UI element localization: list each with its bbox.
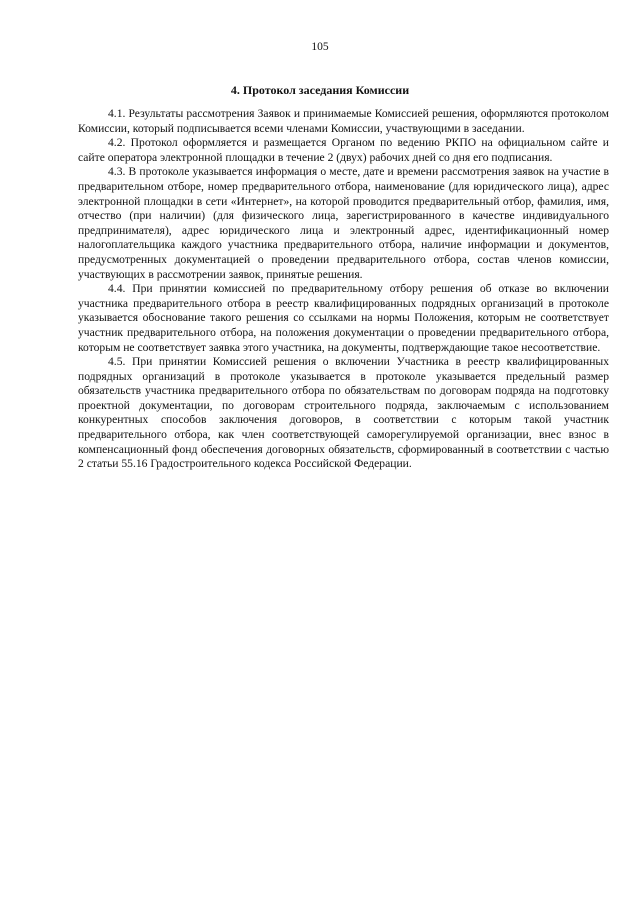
paragraph-4-3: 4.3. В протоколе указывается информация о месте, дате и времени рассмотрения заявок на участие в предварительном отборе, номер предварительного отбора, наименование (для юридического лица), адрес электронной площадки в сети «Интернет», на которой проводится предварительный отбор, фамилия, имя, отчество (при наличии) (для физического лица, зарегистрированного в качестве индивидуального предпринимателя), адрес юридического лица и электронный адрес, идентификационный номер налогоплательщика каждого участника предварительного отбора, наличие информации и документов, предусмотренных документацией о проведении предварительного отбора, состав членов комиссии, участвующих в рассмотрении заявок, принятые решения.	[78, 165, 609, 281]
paragraph-4-1: 4.1. Результаты рассмотрения Заявок и принимаемые Комиссией решения, оформляются протоколом Комиссии, который подписывается всеми членами Комиссии, участвующими в заседании.	[78, 107, 609, 135]
paragraph-4-2: 4.2. Протокол оформляется и размещается Органом по ведению РКПО на официальном сайте и сайте оператора электронной площадки в течение 2 (двух) рабочих дней со дня его подписания.	[78, 136, 609, 164]
paragraph-4-5: 4.5. При принятии Комиссией решения о включении Участника в реестр квалифицированных подрядных организаций в протоколе указывается в протоколе указывается предельный размер обязательств участника предварительного отбора по обязательствам по договорам подряда на подготовку проектной документации, по договорам строительного подряда, заключаемым с использованием конкурентных способов заключения договоров, в соответствии с которым такой участник предварительного отбора, как член соответствующей саморегулируемой организации, внес взнос в компенсационный фонд обеспечения договорных обязательств, сформированный в соответствии с частью 2 статьи 55.16 Градостроительного кодекса Российской Федерации.	[78, 355, 609, 471]
section-title: 4. Протокол заседания Комиссии	[230, 83, 410, 97]
page-number: 105	[311, 41, 329, 53]
paragraph-4-4: 4.4. При принятии комиссией по предварительному отбору решения об отказе во включении участника предварительного отбора в реестр квалифицированных подрядных организаций в протоколе указывается обоснование такого решения со ссылками на нормы Положения, которым не соответствует участник предварительного отбора, на положения документации о проведении предварительного отбора, которым не соответствует заявка этого участника, на документы, подтверждающие такое несоответствие.	[78, 282, 609, 354]
section-body	[78, 107, 609, 472]
